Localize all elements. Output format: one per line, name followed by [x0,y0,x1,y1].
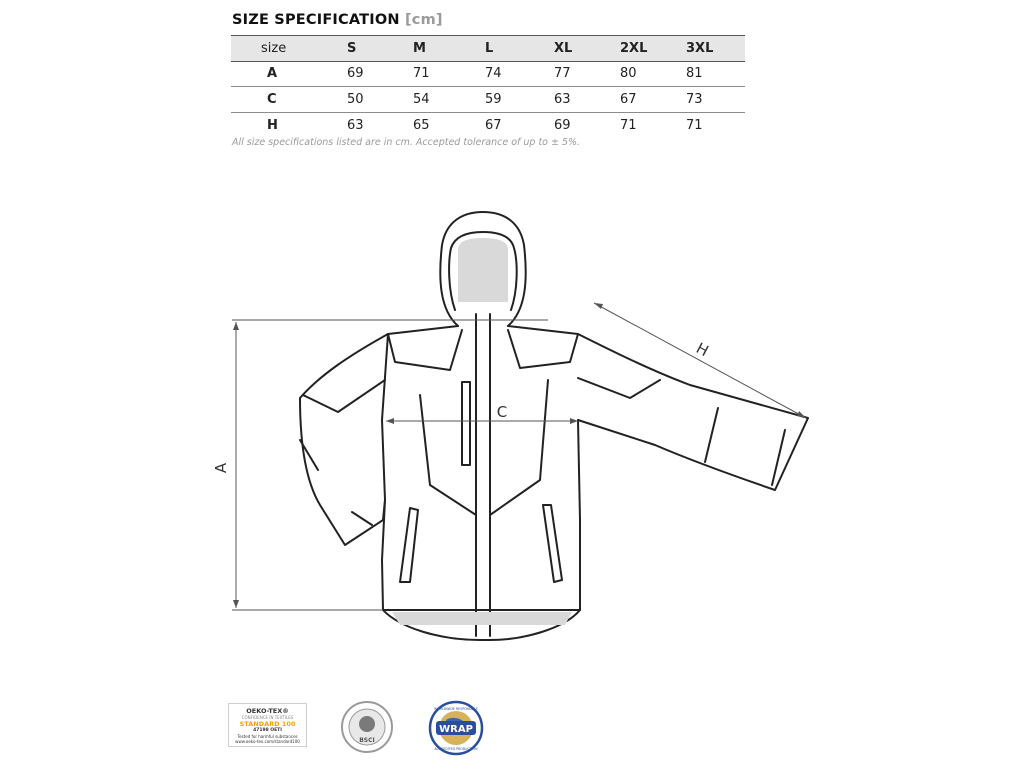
left-sleeve-panel [303,380,385,412]
table-cell: 63 [554,87,620,113]
arrow [233,600,239,608]
dimension-a-label: A [212,462,230,474]
arrow [594,303,603,309]
right-pocket [543,505,562,582]
tolerance-note: All size specifications listed are in cm. Accepted tolerance of up to ± 5%. [232,137,581,148]
table-cell: 67 [485,117,502,133]
title-text: SIZE SPECIFICATION [232,12,400,28]
row-label: A [231,61,347,87]
table-cell: 73 [686,87,745,113]
wrap-label: WRAP [439,724,473,735]
left-pocket [400,508,418,582]
dimension-h-line [594,303,806,418]
oeko-url: www.oeko-tex.com/standard100 [235,738,300,744]
table-cell: 77 [554,61,620,87]
table-cell: 50 [347,87,413,113]
bsci-logo [340,700,394,754]
arrow [386,418,394,424]
col-header: XL [554,36,620,62]
wrap-logo [424,700,488,756]
right-sleeve-outline [508,326,808,490]
col-header: 2XL [620,36,686,62]
table-cell: 80 [620,61,686,87]
oeko-brand: OEKO-TEX® [246,707,289,715]
col-header: 3XL [686,36,745,62]
dimension-c-label: C [496,403,508,421]
table-cell: 54 [413,87,485,113]
center-zip [476,314,490,636]
body-right-side [490,420,580,640]
hood-lining-fill [458,238,508,302]
right-chest-panel [490,380,548,515]
left-yoke [388,330,462,370]
arrow [797,411,806,418]
table-cell: 69 [347,61,413,87]
title-unit: [cm] [404,12,443,28]
table-cell: 65 [413,117,430,133]
body-left-upper [382,334,388,500]
oeko-tagline: CONFIDENCE IN TEXTILES [241,715,294,721]
right-yoke [508,330,578,368]
oeko-cert: 47198 OETI [253,728,282,734]
oeko-tex-logo [228,703,307,747]
wrap-top-text: WORLDWIDE RESPONSIBLE [434,707,478,711]
arrow [233,322,239,330]
left-sleeve-outline [300,326,458,545]
row-label: C [231,87,347,113]
left-chest-panel [420,395,476,515]
right-cuff-line [705,408,785,485]
right-sleeve-panel [578,378,660,398]
chest-pocket [462,382,470,465]
arrow [570,418,578,424]
table-cell: 69 [554,117,571,133]
dimension-h-label: H [693,338,712,361]
table-cell: 71 [620,117,637,133]
col-header: L [485,36,554,62]
hem-lining-fill [392,612,572,625]
col-header: S [347,36,413,62]
table-cell: 74 [485,61,554,87]
table-cell: 71 [686,117,703,133]
table-cell: 59 [485,87,554,113]
table-cell: 67 [620,87,686,113]
bsci-label: BSCI [359,737,375,744]
row-label: H [267,117,278,133]
table-cell: 71 [413,61,485,87]
wrap-bottom-text: ACCREDITED PRODUCTION [434,747,478,751]
oeko-standard: STANDARD 100 [239,720,296,729]
oeko-tested: Tested for harmful substances [237,733,298,739]
col-header: size [231,36,347,62]
col-header: M [413,36,485,62]
table-cell: 81 [686,61,745,87]
table-cell: 63 [347,117,364,133]
